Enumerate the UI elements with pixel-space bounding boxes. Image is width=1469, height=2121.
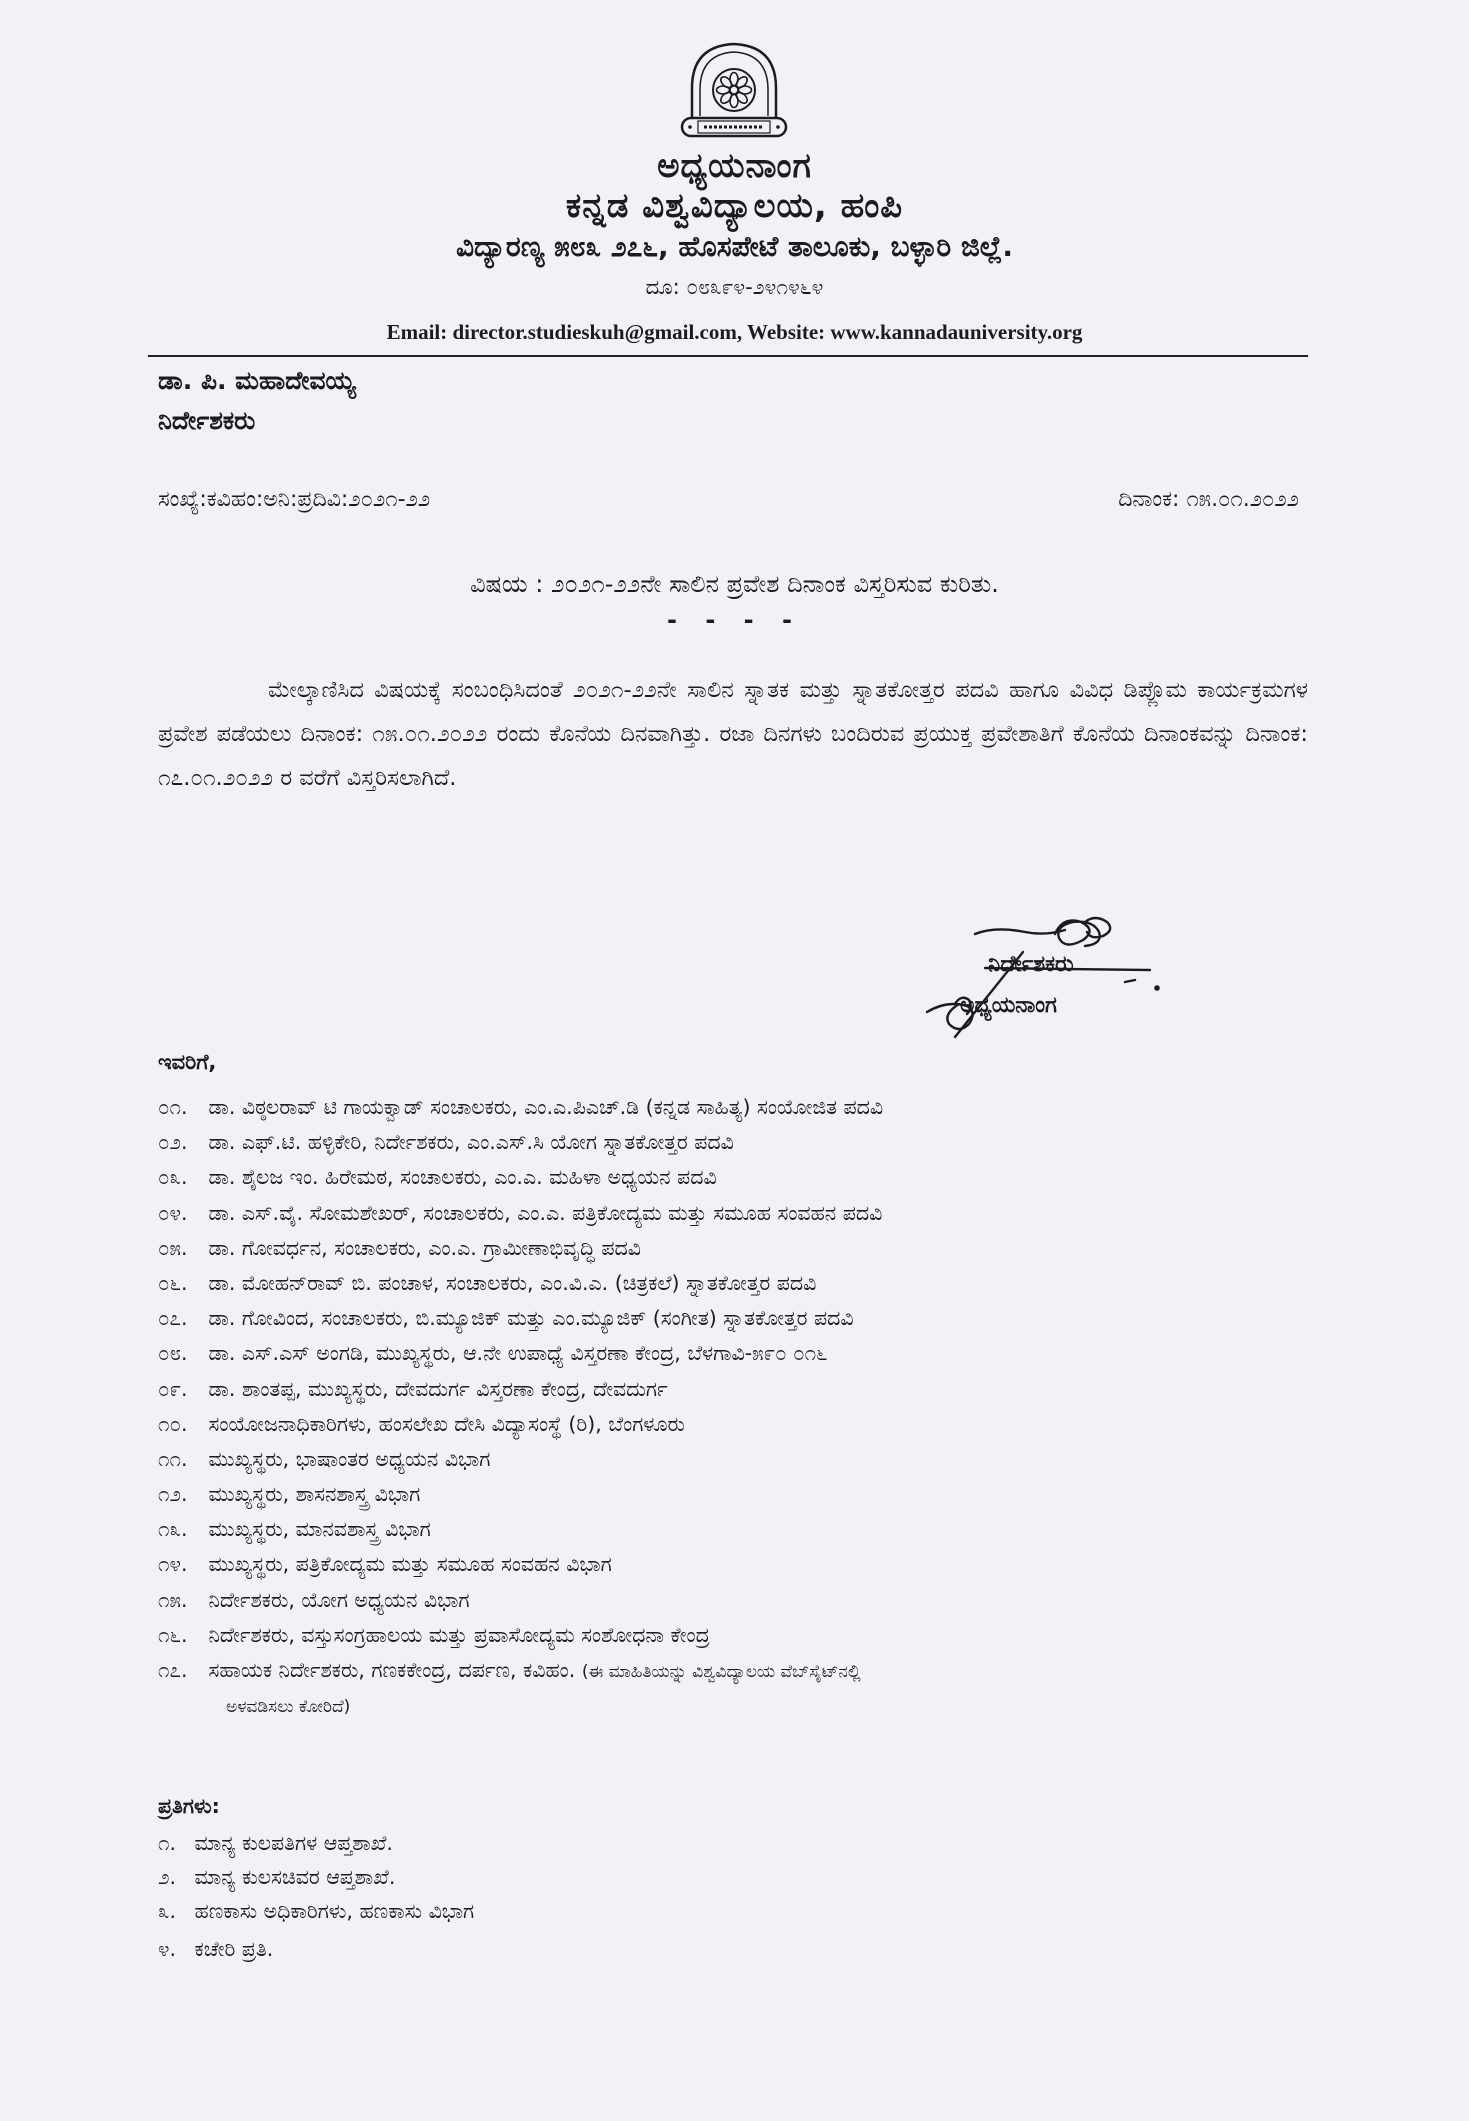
recipient-item — [158, 1231, 1318, 1266]
recipient-item — [158, 1090, 1318, 1125]
recipient-number: ೦೭. — [158, 1306, 188, 1331]
reference-number: ಸಂಖ್ಯೆ:ಕವಿಹಂ:ಅನಿ:ಪ್ರದಿವಿ:೨೦೨೧-೨೨ — [158, 487, 431, 512]
department-heading: ಅಧ್ಯಯನಾಂಗ — [657, 146, 812, 186]
recipient-item — [158, 1477, 1318, 1512]
recipient-number: ೦೯. — [158, 1376, 188, 1401]
recipient-text: ಮುಖ್ಯಸ್ಥರು, ಮಾನವಶಾಸ್ತ್ರ ವಿಭಾಗ — [208, 1517, 431, 1542]
copy-item — [158, 1826, 474, 1860]
recipient-text: ಡಾ. ಶಾಂತಪ್ಪ, ಮುಖ್ಯಸ್ಥರು, ದೇವದುರ್ಗ ವಿಸ್ತರಣಾ ಕೇಂದ್ರ, ದೇವದುರ್ಗ — [208, 1376, 668, 1401]
recipient-number: ೧೭. — [158, 1658, 188, 1682]
letter-date: ದಿನಾಂಕ: ೧೫.೦೧.೨೦೨೨ — [1118, 487, 1299, 512]
copy-text: ಹಣಕಾಸು ಅಧಿಕಾರಿಗಳು, ಹಣಕಾಸು ವಿಭಾಗ — [194, 1899, 475, 1923]
recipients-label: ಇವರಿಗೆ, — [158, 1050, 217, 1074]
recipient-number: ೦೮. — [158, 1341, 188, 1366]
signatory-title: ನಿರ್ದೇಶಕರು — [988, 952, 1074, 977]
recipient-number: ೧೬. — [158, 1622, 188, 1647]
recipient-number: ೧೦. — [158, 1411, 188, 1436]
subject-line: ವಿಷಯ : ೨೦೨೧-೨೨ನೇ ಸಾಲಿನ ಪ್ರವೇಶ ದಿನಾಂಕ ವಿಸ್ತರಿಸುವ ಕುರಿತು. — [470, 570, 999, 598]
sender-name: ಡಾ. ಪಿ. ಮಹಾದೇವಯ್ಯ — [158, 366, 356, 395]
copy-number: ೩. — [158, 1899, 176, 1923]
university-name: ಕನ್ನಡ ವಿಶ್ವವಿದ್ಯಾಲಯ, ಹಂಪಿ — [565, 186, 904, 226]
recipient-number: ೦೬. — [158, 1270, 188, 1295]
recipient-note: (ಈ ಮಾಹಿತಿಯನ್ನು ವಿಶ್ವವಿದ್ಯಾಲಯ ವೆಬ್‌ಸೈಟ್‌ನಲ್ಲಿ — [581, 1662, 861, 1682]
recipient-item — [158, 1653, 1318, 1724]
copy-number: ೧. — [158, 1831, 176, 1855]
recipient-item — [158, 1125, 1318, 1160]
recipient-text: ಡಾ. ಎಸ್.ಎಸ್ ಅಂಗಡಿ, ಮುಖ್ಯಸ್ಥರು, ಆ.ನೇ ಉಪಾಧ್ಯೆ ವಿಸ್ತರಣಾ ಕೇಂದ್ರ, ಬೆಳಗಾವಿ-೫೯೦ ೦೧೬ — [208, 1341, 828, 1366]
body-paragraph: ಮೇಲ್ಕಾಣಿಸಿದ ವಿಷಯಕ್ಕೆ ಸಂಬಂಧಿಸಿದಂತೆ ೨೦೨೧-೨೨ನೇ ಸಾಲಿನ ಸ್ನಾತಕ ಮತ್ತು ಸ್ನಾತಕೋತ್ತರ ಪದವಿ ಹಾಗೂ ವಿವಿಧ ಡಿಪ್ಲೊಮ ಕಾರ್ಯಕ್ರಮಗಳ ಪ್ರವೇಶ ಪಡೆಯಲು ದಿನಾಂಕ: ೧೫.೦೧.೨೦೨೨ ರಂದು ಕೊನೆಯ ದಿನವಾಗಿತ್ತು. ರಜಾ ದಿನಗಳು ಬಂದಿರುವ ಪ್ರಯುಕ್ತ ಪ್ರವೇಶಾತಿಗೆ ಕೊನೆಯ ದಿನಾಂಕವನ್ನು ದಿನಾಂಕ: ೧೭.೦೧.೨೦೨೨ ರ ವರೆಗೆ ವಿಸ್ತರಿಸಲಾಗಿದೆ. — [158, 677, 1308, 791]
header-divider — [148, 355, 1308, 357]
copies-list — [158, 1826, 474, 1966]
copy-item — [158, 1894, 474, 1928]
recipient-text: ಡಾ. ವಿಠ್ಠಲರಾವ್ ಟಿ ಗಾಯಕ್ವಾಡ್ ಸಂಚಾಲಕರು, ಎಂ.ಎ.ಪಿಎಚ್.ಡಿ (ಕನ್ನಡ ಸಾಹಿತ್ಯ) ಸಂಯೋಜಿತ ಪದವಿ — [208, 1095, 884, 1119]
recipient-item — [158, 1196, 1318, 1231]
recipient-text: ಸಹಾಯಕ ನಿರ್ದೇಶಕರು, ಗಣಕಕೇಂದ್ರ, ದರ್ಪಣ, ಕವಿಹಂ. — [208, 1658, 576, 1682]
recipient-number: ೧೨. — [158, 1482, 188, 1507]
recipient-text: ಮುಖ್ಯಸ್ಥರು, ಪತ್ರಿಕೋದ್ಯಮ ಮತ್ತು ಸಮೂಹ ಸಂವಹನ ವಿಭಾಗ — [208, 1552, 612, 1577]
recipient-text: ಸಂಯೋಜನಾಧಿಕಾರಿಗಳು, ಹಂಸಲೇಖ ದೇಸಿ ವಿದ್ಯಾಸಂಸ್ಥೆ (ರಿ), ಬೆಂಗಳೂರು — [208, 1411, 685, 1436]
copy-item — [158, 1860, 474, 1894]
recipient-text: ಮುಖ್ಯಸ್ಥರು, ಭಾಷಾಂತರ ಅಧ್ಯಯನ ವಿಭಾಗ — [208, 1446, 491, 1471]
recipient-item — [158, 1442, 1318, 1477]
recipient-number: ೦೩. — [158, 1165, 188, 1190]
recipient-number: ೦೫. — [158, 1235, 188, 1260]
subject-separator: - - - - — [667, 606, 802, 634]
recipient-number: ೧೧. — [158, 1446, 188, 1471]
copy-number: ೪. — [158, 1937, 176, 1961]
copy-text: ಕಚೇರಿ ಪ್ರತಿ. — [194, 1937, 274, 1961]
recipient-item — [158, 1618, 1318, 1653]
copies-label: ಪ್ರತಿಗಳು: — [158, 1794, 220, 1818]
recipients-list — [158, 1090, 1318, 1724]
university-emblem-icon — [678, 38, 790, 142]
recipient-text: ನಿರ್ದೇಶಕರು, ವಸ್ತುಸಂಗ್ರಹಾಲಯ ಮತ್ತು ಪ್ರವಾಸೋದ್ಯಮ ಸಂಶೋಧನಾ ಕೇಂದ್ರ — [208, 1622, 710, 1647]
recipient-text: ಡಾ. ಗೋವರ್ಧನ, ಸಂಚಾಲಕರು, ಎಂ.ಎ. ಗ್ರಾಮೀಣಾಭಿವೃದ್ಧಿ ಪದವಿ — [208, 1235, 642, 1260]
recipient-item — [158, 1336, 1318, 1371]
recipient-item — [158, 1583, 1318, 1618]
copy-number: ೨. — [158, 1865, 176, 1889]
recipient-text: ಡಾ. ಮೋಹನ್‌ರಾವ್ ಬಿ. ಪಂಚಾಳ, ಸಂಚಾಲಕರು, ಎಂ.ವಿ.ಎ. (ಚಿತ್ರಕಲೆ) ಸ್ನಾತಕೋತ್ತರ ಪದವಿ — [208, 1270, 817, 1295]
copy-item — [158, 1932, 474, 1966]
recipient-note-continuation: ಅಳವಡಿಸಲು ಕೋರಿದೆ) — [226, 1697, 351, 1718]
recipient-number: ೧೩. — [158, 1517, 188, 1542]
recipient-item — [158, 1266, 1318, 1301]
copy-text: ಮಾನ್ಯ ಕುಲಸಚಿವರ ಆಪ್ತಶಾಖೆ. — [194, 1865, 396, 1889]
signature-icon — [915, 912, 1195, 1052]
recipient-text: ಡಾ. ಗೋವಿಂದ, ಸಂಚಾಲಕರು, ಬಿ.ಮ್ಯೂಜಿಕ್ ಮತ್ತು ಎಂ.ಮ್ಯೂಜಿಕ್ (ಸಂಗೀತ) ಸ್ನಾತಕೋತ್ತರ ಪದವಿ — [208, 1306, 854, 1331]
sender-title: ನಿರ್ದೇಶಕರು — [158, 406, 256, 435]
university-address: ವಿದ್ಯಾರಣ್ಯ ೫೮೩ ೨೭೬, ಹೊಸಪೇಟೆ ತಾಲೂಕು, ಬಳ್ಳಾರಿ ಜಿಲ್ಲೆ. — [456, 230, 1013, 263]
recipient-item — [158, 1301, 1318, 1336]
signatory-department: ಅಧ್ಯಯನಾಂಗ — [960, 993, 1057, 1018]
recipient-number: ೦೨. — [158, 1130, 188, 1155]
recipient-text: ಡಾ. ಶೈಲಜ ಇಂ. ಹಿರೇಮಠ, ಸಂಚಾಲಕರು, ಎಂ.ಎ. ಮಹಿಳಾ ಅಧ್ಯಯನ ಪದವಿ — [208, 1165, 717, 1190]
recipient-number: ೦೧. — [158, 1095, 188, 1119]
recipient-item — [158, 1512, 1318, 1547]
recipient-number: ೧೪. — [158, 1552, 188, 1577]
recipient-text: ಡಾ. ಎಸ್.ವೈ. ಸೋಮಶೇಖರ್, ಸಂಚಾಲಕರು, ಎಂ.ಎ. ಪತ್ರಿಕೋದ್ಯಮ ಮತ್ತು ಸಮೂಹ ಸಂವಹನ ಪದವಿ — [208, 1200, 883, 1225]
recipient-text: ಡಾ. ಎಫ್.ಟಿ. ಹಳ್ಳಿಕೇರಿ, ನಿರ್ದೇಶಕರು, ಎಂ.ಎಸ್.ಸಿ ಯೋಗ ಸ್ನಾತಕೋತ್ತರ ಪದವಿ — [208, 1130, 734, 1155]
recipient-item — [158, 1160, 1318, 1195]
recipient-item — [158, 1407, 1318, 1442]
recipient-text: ನಿರ್ದೇಶಕರು, ಯೋಗ ಅಧ್ಯಯನ ವಿಭಾಗ — [208, 1587, 470, 1612]
email-website-line: Email: director.studieskuh@gmail.com, Website: www.kannadauniversity.org — [386, 320, 1083, 344]
copy-text: ಮಾನ್ಯ ಕುಲಪತಿಗಳ ಆಪ್ತಶಾಖೆ. — [194, 1831, 393, 1855]
phone-number: ದೂ: ೦೮೩೯೪-೨೪೧೪೬೪ — [645, 275, 824, 299]
recipient-text: ಮುಖ್ಯಸ್ಥರು, ಶಾಸನಶಾಸ್ತ್ರ ವಿಭಾಗ — [208, 1482, 421, 1507]
recipient-item — [158, 1372, 1318, 1407]
recipient-item — [158, 1547, 1318, 1582]
recipient-number: ೦೪. — [158, 1200, 188, 1225]
recipient-number: ೧೫. — [158, 1587, 188, 1612]
